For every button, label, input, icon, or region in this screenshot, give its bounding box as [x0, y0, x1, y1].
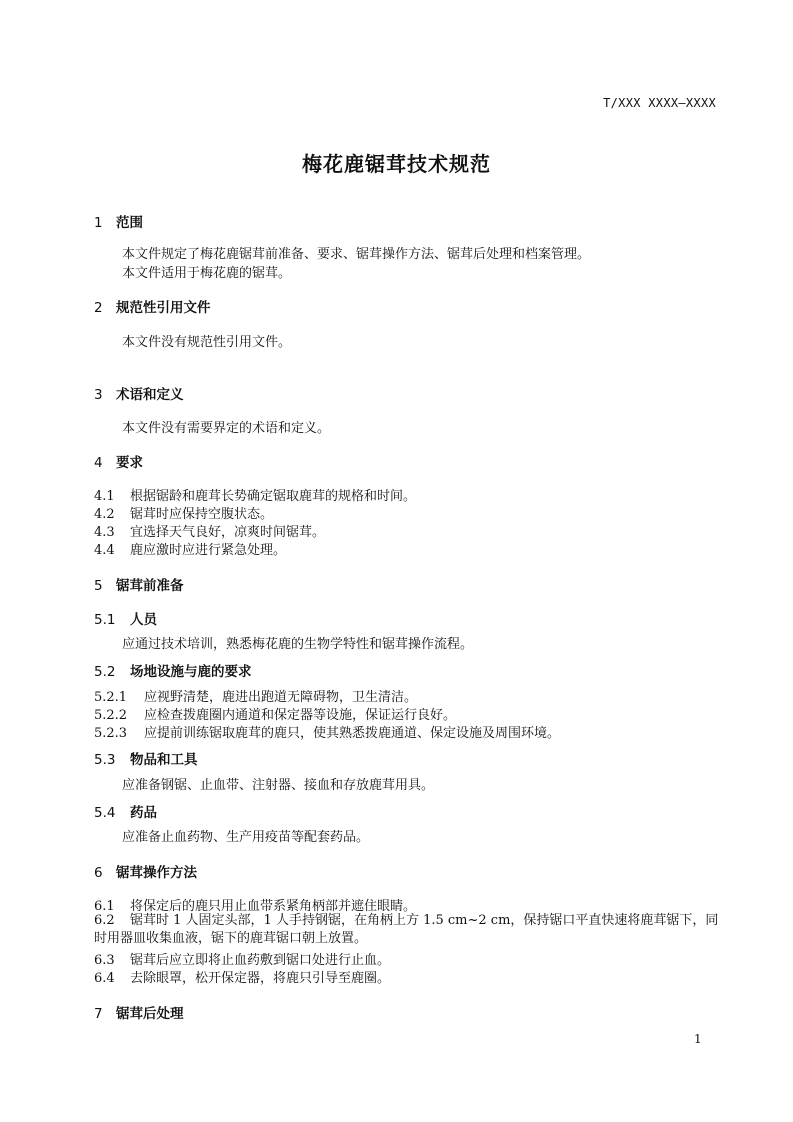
section-heading-requirements: 4 要求 [94, 455, 143, 471]
clause-item: 5.2.1 应视野清楚，鹿进出跑道无障碍物，卫生清洁。 [94, 690, 418, 705]
clause-item: 4.1 根据锯龄和鹿茸长势确定锯取鹿茸的规格和时间。 [94, 489, 417, 504]
paragraph: 应准备止血药物、生产用疫苗等配套药品。 [122, 830, 370, 845]
section-heading-preparation: 5 锯茸前准备 [94, 578, 184, 594]
clause-item: 6.1 将保定后的鹿只用止血带系紧角柄部并遮住眼睛。 [94, 899, 417, 914]
clause-item: 4.3 宜选择天气良好，凉爽时间锯茸。 [94, 525, 326, 540]
document-title: 梅花鹿锯茸技术规范 [302, 152, 491, 176]
paragraph: 应通过技术培训，熟悉梅花鹿的生物学特性和锯茸操作流程。 [122, 637, 474, 652]
paragraph: 本文件没有需要界定的术语和定义。 [122, 421, 331, 436]
section-heading-terms: 3 术语和定义 [94, 387, 184, 403]
clause-item: 4.4 鹿应激时应进行紧急处理。 [94, 543, 287, 558]
clause-item: 6.2 锯茸时 1 人固定头部，1 人手持钢锯，在角柄上方 1.5 cm~2 cm，保持锯口平直快速将鹿茸锯下，同时用器皿收集血液，锯下的鹿茸锯口朝上放置。 [94, 913, 719, 946]
clause-item: 6.4 去除眼罩，松开保定器，将鹿只引导至鹿圈。 [94, 971, 391, 986]
section-heading-normative-references: 2 规范性引用文件 [94, 300, 211, 316]
section-heading-operation: 6 锯茸操作方法 [94, 865, 197, 881]
section-heading-post-processing: 7 锯茸后处理 [94, 1006, 184, 1022]
clause-item: 4.2 锯茸时应保持空腹状态。 [94, 507, 274, 522]
section-heading-scope: 1 范围 [94, 215, 143, 231]
subsection-heading-site: 5.2 场地设施与鹿的要求 [94, 664, 252, 680]
paragraph: 本文件规定了梅花鹿锯茸前准备、要求、锯茸操作方法、锯茸后处理和档案管理。 [122, 247, 591, 262]
subsection-heading-medicine: 5.4 药品 [94, 805, 157, 821]
page-number: 1 [694, 1032, 702, 1046]
standard-code: T/XXX XXXX—XXXX [603, 96, 716, 110]
paragraph: 本文件没有规范性引用文件。 [122, 335, 292, 350]
paragraph: 应准备钢锯、止血带、注射器、接血和存放鹿茸用具。 [122, 778, 435, 793]
clause-item: 6.3 锯茸后应立即将止血药敷到锯口处进行止血。 [94, 953, 391, 968]
subsection-heading-personnel: 5.1 人员 [94, 612, 157, 628]
clause-item: 5.2.2 应检查拨鹿圈内通道和保定器等设施，保证运行良好。 [94, 708, 457, 723]
subsection-heading-tools: 5.3 物品和工具 [94, 752, 198, 768]
paragraph: 本文件适用于梅花鹿的锯茸。 [122, 266, 292, 281]
clause-item: 5.2.3 应提前训练锯取鹿茸的鹿只，使其熟悉拨鹿通道、保定设施及周围环境。 [94, 726, 561, 741]
